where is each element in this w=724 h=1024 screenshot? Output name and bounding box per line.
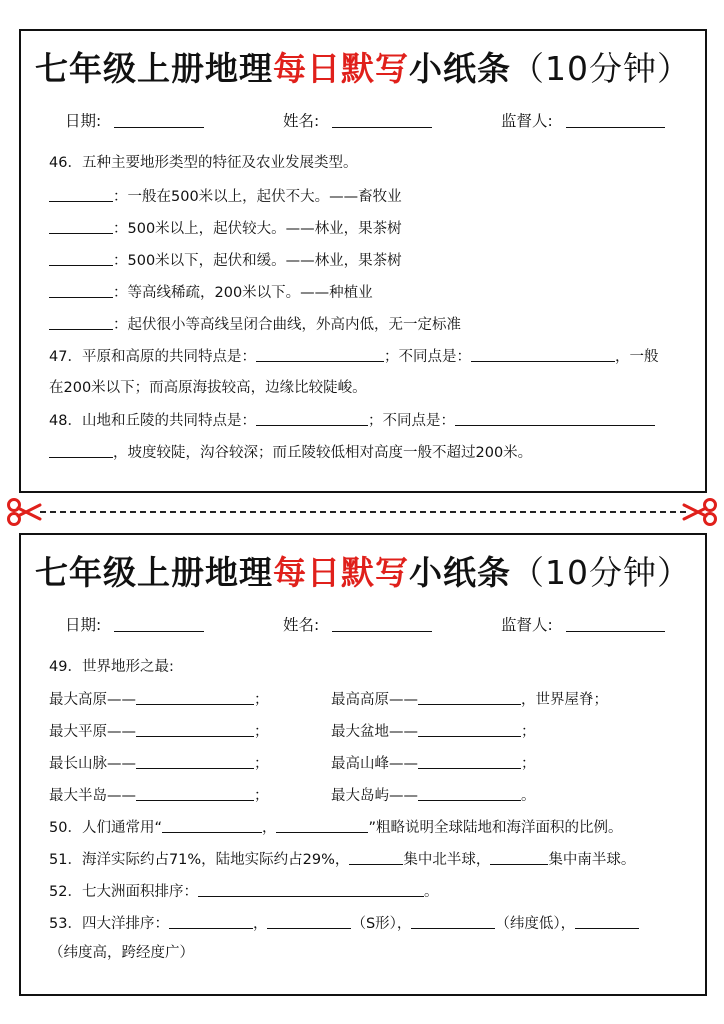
answer-blank[interactable] <box>455 410 655 426</box>
answer-blank[interactable] <box>490 849 548 865</box>
name-field <box>283 111 432 131</box>
scissors-icon <box>682 497 718 527</box>
date-blank[interactable] <box>114 615 204 632</box>
answer-blank[interactable] <box>49 314 113 330</box>
answer-blank[interactable] <box>49 250 113 266</box>
q49-left-item: 最大高原—— ； <box>49 689 269 710</box>
q46-line: ：500米以下，起伏和缓。——林业，果茶树 <box>49 250 402 271</box>
q52-line: 52．七大洲面积排序： 。 <box>49 881 438 902</box>
supervisor-label: 监督人: <box>501 112 553 130</box>
answer-blank[interactable] <box>49 442 113 458</box>
q49-left-item: 最大半岛—— ； <box>49 785 269 806</box>
q48-line: 48．山地和丘陵的共同特点是： ；不同点是： <box>49 410 655 431</box>
date-label: 日期: <box>65 112 102 130</box>
answer-blank[interactable] <box>256 410 368 426</box>
worksheet-card-2 <box>19 533 707 996</box>
answer-blank[interactable] <box>136 753 254 769</box>
q46-line: ：等高线稀疏，200米以下。——种植业 <box>49 282 373 303</box>
supervisor-blank[interactable] <box>566 615 665 632</box>
date-field <box>65 615 204 635</box>
answer-blank[interactable] <box>136 689 254 705</box>
answer-blank[interactable] <box>418 689 521 705</box>
answer-blank[interactable] <box>276 817 368 833</box>
q49-prompt: 49．世界地形之最: <box>49 659 174 675</box>
supervisor-field <box>501 615 665 635</box>
supervisor-blank[interactable] <box>566 111 665 128</box>
title-duration: （10分钟） <box>511 553 691 592</box>
title-part3: 小纸条 <box>409 49 511 88</box>
name-field <box>283 615 432 635</box>
q49-left-item: 最大平原—— ； <box>49 721 269 742</box>
answer-blank[interactable] <box>169 913 253 929</box>
q46-line: ：500米以上，起伏较大。——林业，果茶树 <box>49 218 402 239</box>
date-field <box>65 111 204 131</box>
q46-prompt: 46．五种主要地形类型的特征及农业发展类型。 <box>49 155 358 171</box>
supervisor-field <box>501 111 665 131</box>
answer-blank[interactable] <box>418 753 521 769</box>
q47-continued: 在200米以下；而高原海拔较高，边缘比较陡峻。 <box>49 380 367 396</box>
scissors-icon <box>6 497 42 527</box>
title-part1: 七年级上册地理 <box>35 553 273 592</box>
q51-line: 51．海洋实际约占71%，陆地实际约占29%， 集中北半球， 集中南半球。 <box>49 849 635 870</box>
answer-blank[interactable] <box>418 721 521 737</box>
title-duration: （10分钟） <box>511 49 691 88</box>
supervisor-label: 监督人: <box>501 616 553 634</box>
answer-blank[interactable] <box>49 186 113 202</box>
cut-line <box>40 511 686 513</box>
q46-line: ：起伏很小等高线呈闭合曲线，外高内低，无一定标准 <box>49 314 461 335</box>
q53-continued: （纬度高，跨经度广） <box>49 945 194 961</box>
answer-blank[interactable] <box>136 721 254 737</box>
q53-line: 53．四大洋排序： ， （S形）， （纬度低）， <box>49 913 639 934</box>
answer-blank[interactable] <box>471 346 615 362</box>
answer-blank[interactable] <box>575 913 639 929</box>
answer-blank[interactable] <box>198 881 424 897</box>
q50-line: 50．人们通常用“ ， ”粗略说明全球陆地和海洋面积的比例。 <box>49 817 622 838</box>
answer-blank[interactable] <box>49 282 113 298</box>
name-blank[interactable] <box>332 111 432 128</box>
title-part3: 小纸条 <box>409 553 511 592</box>
title-highlight: 每日默写 <box>273 553 409 592</box>
card-title <box>21 49 705 89</box>
answer-blank[interactable] <box>418 785 521 801</box>
answer-blank[interactable] <box>256 346 384 362</box>
date-blank[interactable] <box>114 111 204 128</box>
q49-right-item: 最高山峰—— ； <box>331 753 536 774</box>
answer-blank[interactable] <box>411 913 495 929</box>
title-part1: 七年级上册地理 <box>35 49 273 88</box>
q49-right-item: 最高高原—— ，世界屋脊； <box>331 689 608 710</box>
date-label: 日期: <box>65 616 102 634</box>
answer-blank[interactable] <box>162 817 262 833</box>
q49-right-item: 最大盆地—— ； <box>331 721 536 742</box>
q48-continued: ，坡度较陡，沟谷较深；而丘陵较低相对高度一般不超过200米。 <box>49 442 532 463</box>
name-label: 姓名: <box>283 112 320 130</box>
answer-blank[interactable] <box>349 849 403 865</box>
name-blank[interactable] <box>332 615 432 632</box>
card-title <box>21 553 705 593</box>
name-label: 姓名: <box>283 616 320 634</box>
q46-line: ：一般在500米以上，起伏不大。——畜牧业 <box>49 186 402 207</box>
title-highlight: 每日默写 <box>273 49 409 88</box>
q49-left-item: 最长山脉—— ； <box>49 753 269 774</box>
worksheet-card-1 <box>19 29 707 493</box>
answer-blank[interactable] <box>267 913 351 929</box>
q47-line: 47．平原和高原的共同特点是： ；不同点是： ，一般 <box>49 346 658 367</box>
answer-blank[interactable] <box>49 218 113 234</box>
q49-right-item: 最大岛屿—— 。 <box>331 785 536 806</box>
answer-blank[interactable] <box>136 785 254 801</box>
